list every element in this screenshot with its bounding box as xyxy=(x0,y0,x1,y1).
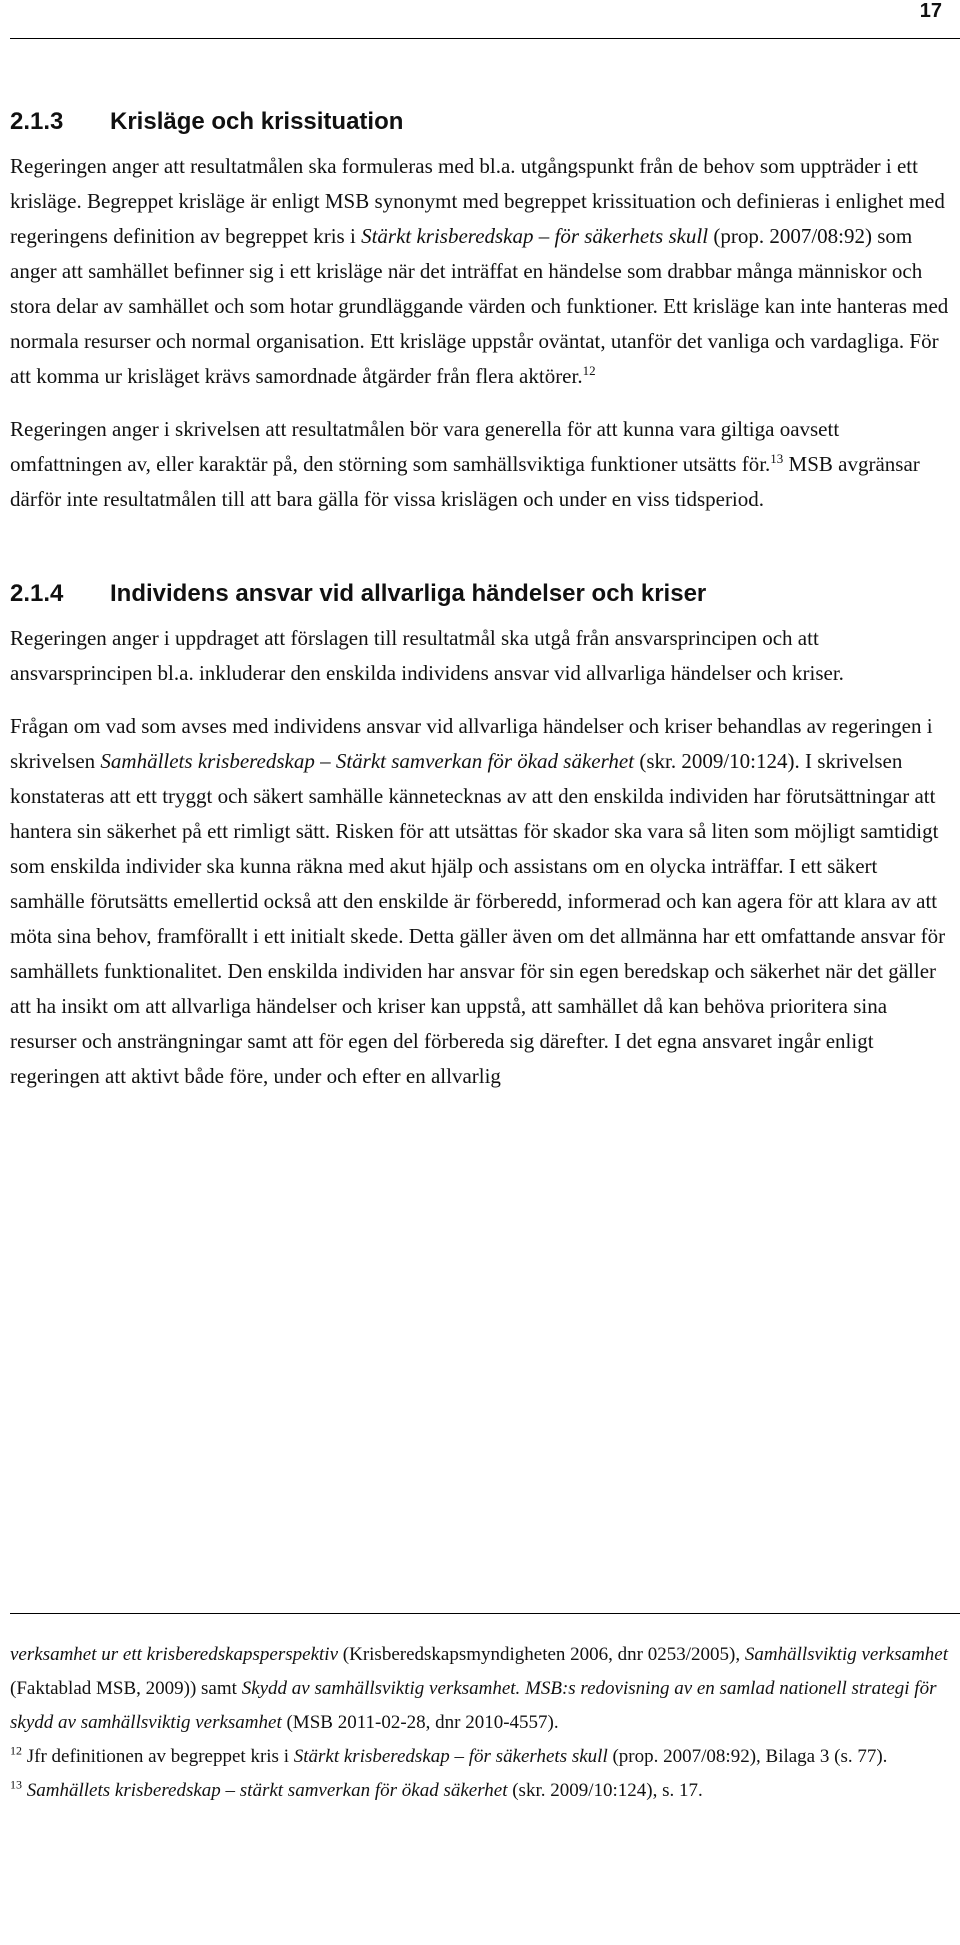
page-number: 17 xyxy=(919,0,942,22)
footnote-ref[interactable]: 13 xyxy=(770,451,784,466)
text-run: Regeringen anger att resultatmålen ska formuleras med bl.a. utgångspunkt från de behov som uppträder i ett krisläge. Begreppet krisläge är enligt MSB synonymt med begreppet krissituation och definieras i enlighet med regeringens definition av begreppet kris i xyxy=(10,154,945,248)
italic-title: Samhällsviktig verksamhet xyxy=(744,1644,949,1665)
text-run: (MSB 2011-02-28, dnr 2010-4557). xyxy=(281,1712,559,1733)
italic-title: verksamhet ur ett krisberedskapsperspektiv xyxy=(10,1644,339,1665)
footnote-ref[interactable]: 12 xyxy=(582,363,596,378)
spacer xyxy=(10,535,950,577)
footnote-13 xyxy=(10,1774,950,1808)
section-title: Individens ansvar vid allvarliga händelser och kriser xyxy=(110,580,707,607)
text-run: Jfr definitionen av begreppet kris i xyxy=(22,1746,294,1767)
footnote-12 xyxy=(10,1740,950,1774)
footnotes xyxy=(10,1638,950,1808)
section-title: Krisläge och krissituation xyxy=(110,108,404,135)
paragraph xyxy=(10,709,950,1094)
text-run: Frågan om vad som avses med individens ansvar vid allvarliga händelser och kriser behandlas av regeringen i skrivelsen xyxy=(10,714,933,773)
paragraph xyxy=(10,412,950,517)
italic-title: Stärkt krisberedskap – för säkerhets skull xyxy=(293,1746,608,1767)
text-run: MSB avgränsar därför inte resultatmålen till att bara gälla för vissa krislägen och under en viss tidsperiod. xyxy=(10,452,920,511)
italic-title: Skydd av samhällsviktig verksamhet. MSB:s redovisning av en samlad nationell strategi för skydd av samhällsviktig verksamhet xyxy=(10,1678,937,1733)
section-number: 2.1.3 xyxy=(10,108,64,135)
text-run: Regeringen anger i skrivelsen att resultatmålen bör vara generella för att kunna vara giltiga oavsett omfattningen av, eller karaktär på, den störning som samhällsviktiga funktioner utsätts för. xyxy=(10,417,840,476)
italic-title: Samhällets krisberedskap – stärkt samverkan för ökad säkerhet xyxy=(22,1780,508,1801)
footnote-continuation xyxy=(10,1638,950,1740)
text-run: (skr. 2009/10:124), s. 17. xyxy=(507,1780,703,1801)
text-run: (Faktablad MSB, 2009)) samt xyxy=(10,1678,242,1699)
footnote-rule xyxy=(10,1613,960,1614)
text-run: (Krisberedskapsmyndigheten 2006, dnr 0253/2005), xyxy=(338,1644,745,1665)
italic-title: Stärkt krisberedskap – för säkerhets skull xyxy=(361,224,709,248)
footnote-mark: 12 xyxy=(10,1743,22,1758)
text-run: (prop. 2007/08:92) som anger att samhället befinner sig i ett krisläge när det inträffat en händelse som drabbar många människor och stora delar av samhället och som hotar grundläggande värden och funktioner. Ett krisläge kan inte hanteras med normala resurser och normal organisation. Ett krisläge uppstår oväntat, utanför det vanliga och vardagliga. För att komma ur krisläget krävs samordnade åtgärder från flera aktörer. xyxy=(10,224,949,388)
text-run: (prop. 2007/08:92), Bilaga 3 (s. 77). xyxy=(607,1746,888,1767)
paragraph: Regeringen anger i uppdraget att förslagen till resultatmål ska utgå från ansvarsprincipen och att ansvarsprincipen bl.a. inkluderar den enskilda individens ansvar vid allvarliga händelser och kriser. xyxy=(10,626,844,685)
paragraph xyxy=(10,149,950,394)
footnote-mark: 13 xyxy=(10,1777,22,1792)
section-heading-2-1-3 xyxy=(10,105,950,139)
main-content xyxy=(10,105,950,1112)
section-number: 2.1.4 xyxy=(10,580,64,607)
section-heading-2-1-4 xyxy=(10,577,950,611)
text-run: (skr. 2009/10:124). I skrivelsen konstateras att ett tryggt och säkert samhälle kännetecknas av att den enskilda individen har förutsättningar att hantera sin säkerhet på ett rimligt sätt. Risken för att utsättas för skador ska vara så liten som möjligt samtidigt som enskilda individer ska kunna räkna med akut hjälp och assistans om en olycka inträffar. I ett säkert samhälle förutsätts emellertid också att den enskilde är förberedd, informerad och kan agera för att klara av att möta sina behov, framförallt i ett initialt skede. Detta gäller även om det allmänna har ett omfattande ansvar för samhällets funktionalitet. Den enskilda individen har ansvar för sin egen beredskap och säkerhet när det gäller att ha insikt om att allvarliga händelser och kriser kan uppstå, att samhället då kan behöva prioritera sina resurser och ansträngningar samt att för egen del förbereda sig därefter. I det egna ansvaret ingår enligt regeringen att aktivt både före, under och efter en allvarlig xyxy=(10,749,946,1088)
italic-title: Samhällets krisberedskap – Stärkt samverkan för ökad säkerhet xyxy=(100,749,635,773)
header-rule xyxy=(10,38,960,39)
